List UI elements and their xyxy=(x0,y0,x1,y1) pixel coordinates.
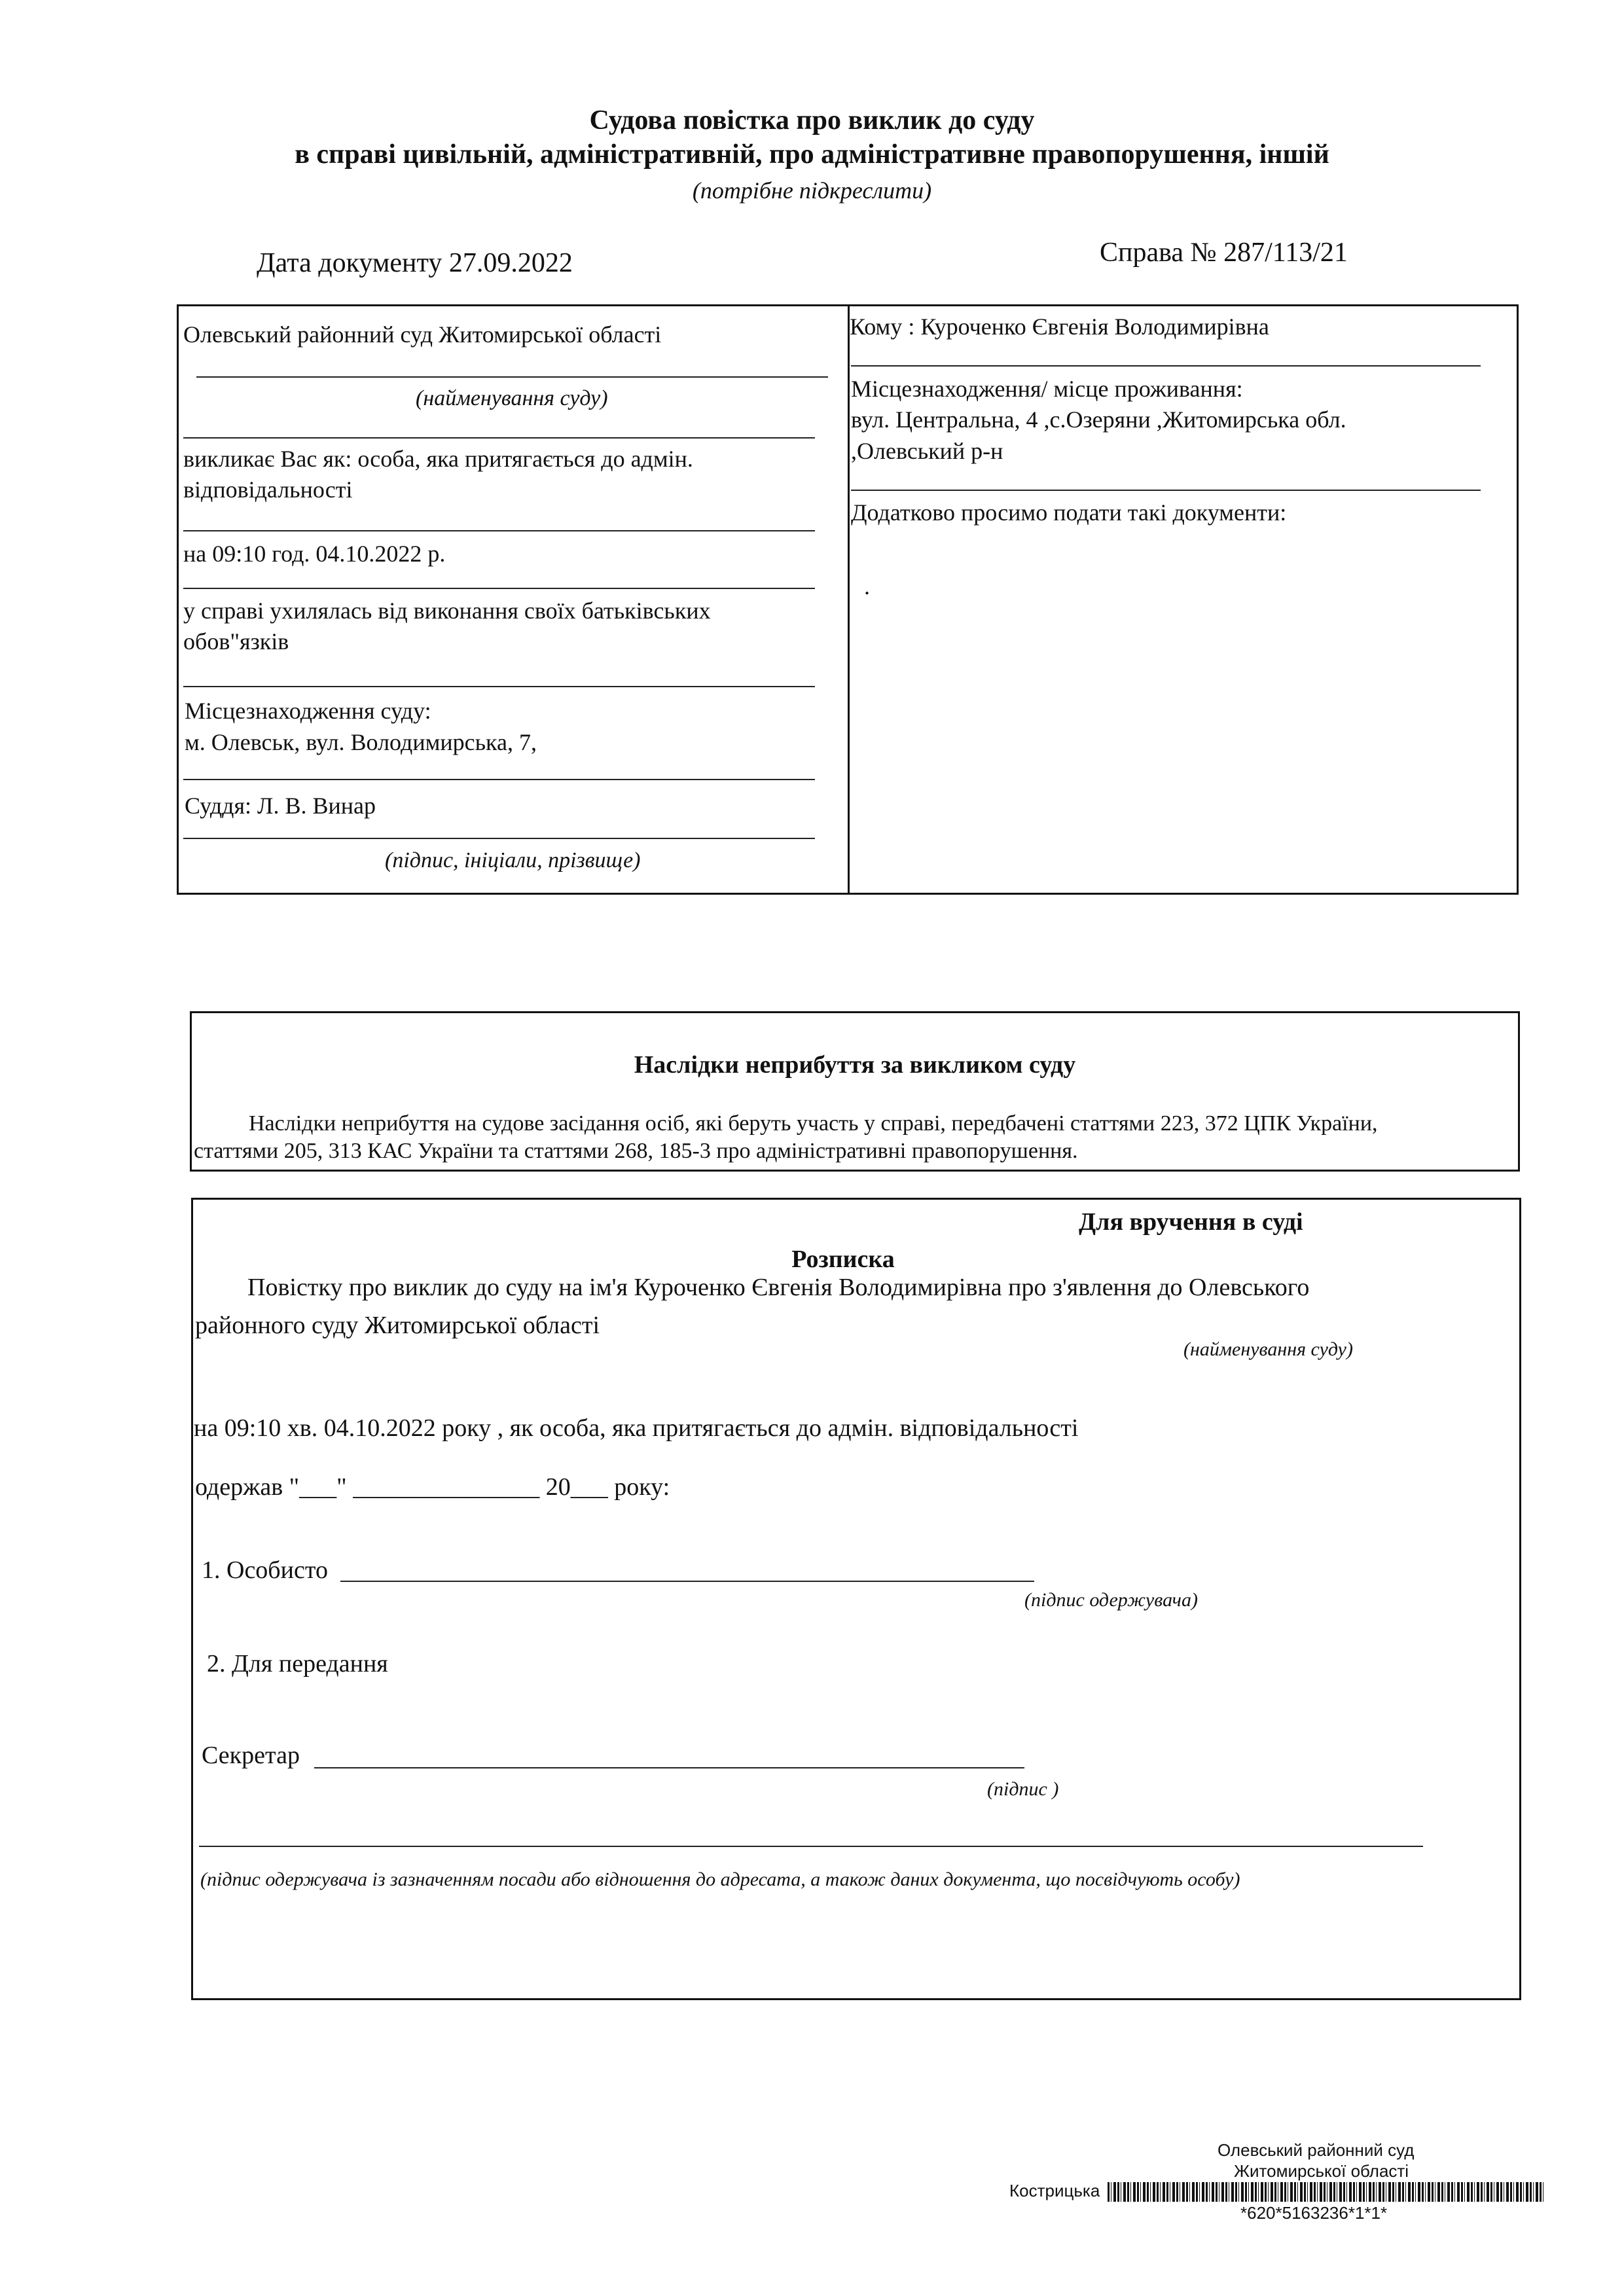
bottom-caption: (підпис одержувача із зазначенням посади або відношення до адресата, а також даних документа, що посвідчують особу) xyxy=(200,1869,1240,1890)
judge-signature-line xyxy=(183,838,815,839)
receipt-line1: Повістку про виклик до суду на ім'я Куроченко Євгенія Володимирівна про з'явлення до Олевського xyxy=(247,1274,1310,1301)
secretary-label: Секретар xyxy=(202,1742,300,1769)
hearing-time: на 09:10 год. 04.10.2022 р. xyxy=(183,541,446,567)
divider-line xyxy=(183,588,815,589)
signature-caption: (підпис ) xyxy=(987,1778,1059,1800)
barcode-icon xyxy=(1108,2182,1545,2202)
divider-line xyxy=(183,779,815,780)
receipt-line2: районного суду Житомирської області xyxy=(195,1312,600,1339)
documents-label: Додатково просимо подати такі документи: xyxy=(851,499,1287,526)
court-name-line xyxy=(196,376,828,378)
consequences-title: Наслідки неприбуття за викликом суду xyxy=(634,1051,1076,1079)
court-name: Олевський районний суд Житомирської області xyxy=(183,321,662,348)
summons-as: викликає Вас як: особа, яка притягається до адмін. відповідальності xyxy=(183,446,693,503)
for-transfer-label: 2. Для передання xyxy=(207,1650,388,1677)
document-title-line2: в справі цивільній, адміністративній, про адміністративне правопорушення, іншій xyxy=(295,139,1329,170)
court-location-value: м. Олевськ, вул. Володимирська, 7, xyxy=(185,729,537,755)
court-name-caption: (найменування суду) xyxy=(416,386,608,410)
consequences-text-line1: Наслідки неприбуття на судове засідання осіб, які беруть участь у справі, передбачені статтями 223, 372 ЦПК України, xyxy=(249,1111,1378,1136)
judge-name: Суддя: Л. В. Винар xyxy=(185,793,376,819)
divider-line xyxy=(183,530,815,531)
personally-signature-line xyxy=(340,1581,1034,1582)
document-date: Дата документу 27.09.2022 xyxy=(257,248,573,278)
consequences-text-line2: статтями 205, 313 КАС України та статтями 268, 185-3 про адміністративні правопорушення. xyxy=(194,1139,1078,1163)
receipt-line3: на 09:10 хв. 04.10.2022 року , як особа, яка притягається до адмін. відповідальності xyxy=(194,1414,1079,1442)
for-court-label: Для вручення в суді xyxy=(1079,1208,1303,1236)
case-number: Справа № 287/113/21 xyxy=(1100,238,1348,268)
column-divider xyxy=(848,304,850,895)
receipt-title: Розписка xyxy=(791,1246,895,1273)
divider-line xyxy=(851,365,1481,367)
receipt-court-caption: (найменування суду) xyxy=(1183,1338,1353,1360)
case-description: у справі ухилялась від виконання своїх батьківських обов"язків xyxy=(183,598,711,655)
documents-value: . xyxy=(864,573,870,600)
residence-line2: ,Олевський р-н xyxy=(851,438,1003,464)
stamp-court-line2: Житомирської області xyxy=(1234,2161,1409,2181)
divider-line xyxy=(851,490,1481,491)
divider-line xyxy=(183,686,815,687)
recipient-details-line xyxy=(199,1846,1423,1847)
residence-label: Місцезнаходження/ місце проживання: xyxy=(851,376,1243,402)
stamp-court-line1: Олевський районний суд xyxy=(1218,2140,1415,2160)
personally-label: 1. Особисто xyxy=(202,1556,328,1584)
divider-line xyxy=(183,437,815,439)
title-note: (потрібне підкреслити) xyxy=(692,177,932,204)
received-date: одержав "___" _______________ 20___ року: xyxy=(195,1473,670,1501)
judge-caption: (підпис, ініціали, прізвище) xyxy=(385,848,641,872)
document-title-line1: Судова повістка про виклик до суду xyxy=(589,105,1035,135)
clerk-name: Кострицька xyxy=(1009,2181,1100,2200)
court-location-label: Місцезнаходження суду: xyxy=(185,698,431,724)
secretary-signature-line xyxy=(314,1767,1024,1768)
barcode-code: *620*5163236*1*1* xyxy=(1240,2203,1388,2223)
residence-line1: вул. Центральна, 4 ,с.Озеряни ,Житомирська обл. xyxy=(851,406,1346,433)
recipient-caption: (підпис одержувача) xyxy=(1024,1589,1198,1611)
recipient-name: Кому : Куроченко Євгенія Володимирівна xyxy=(850,314,1269,340)
